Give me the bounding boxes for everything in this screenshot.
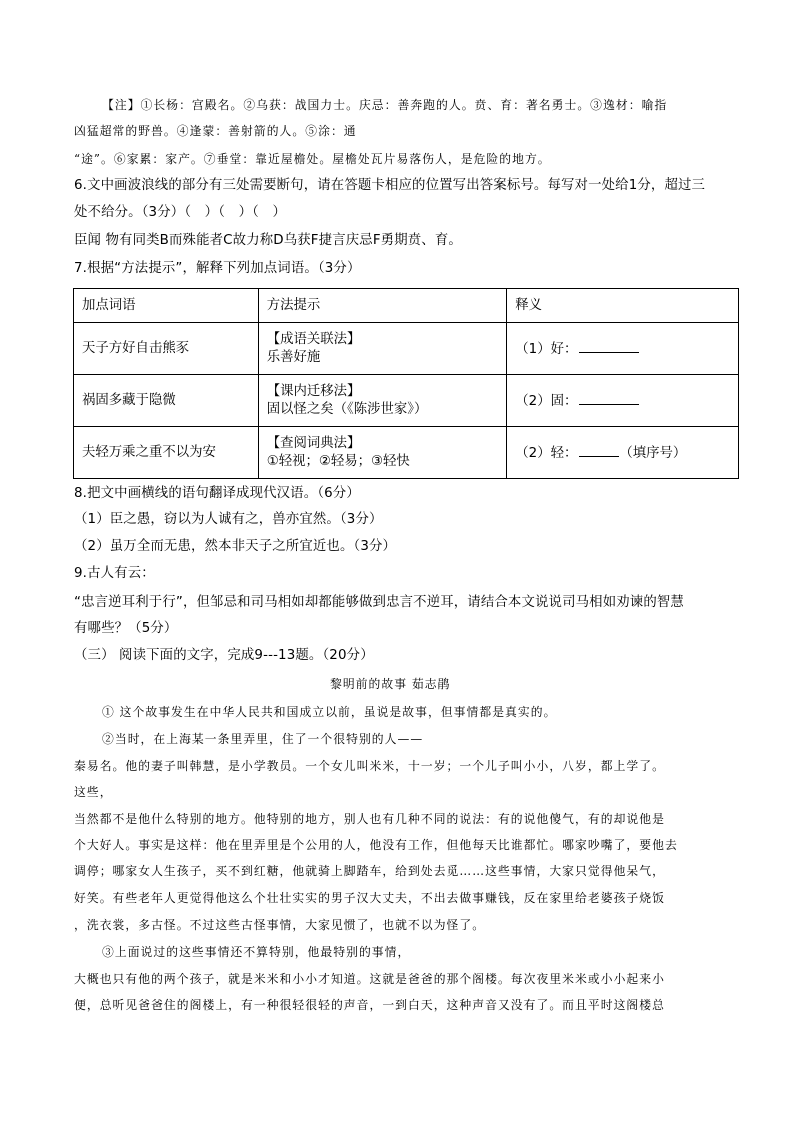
q7-method-title: 【查阅词典法】 <box>266 435 361 451</box>
q9-title: 9.古人有云： <box>74 566 155 581</box>
q7-method-title: 【成语关联法】 <box>266 331 361 347</box>
answer-blank[interactable] <box>579 443 619 457</box>
q7-method-text: ①轻视；②轻易；③轻快 <box>266 453 410 469</box>
notes-line-2: 凶猛超常的野兽。④逢蒙：善射箭的人。⑤涂：通 <box>74 124 357 138</box>
story-line: 当然都不是他什么特别的地方。他特别的地方，别人也有几种不同的说法：有的说他傻气，有的却说他是 <box>74 812 665 826</box>
q6-line-1: 6.文中画波浪线的部分有三处需要断句，请在答题卡相应的位置写出答案标号。每写对一处给1分，超过三 <box>74 178 706 193</box>
q9-line-1: “忠言逆耳利于行”，但邹忌和司马相如却都能够做到忠言不逆耳，请结合本文说说司马相如劝谏的智慧 <box>74 595 684 610</box>
q7-header-word: 加点词语 <box>74 289 259 323</box>
q7-row-word: 夫轻万乘之重不以为安 <box>74 427 259 479</box>
story-line: 好笑。有些老年人更觉得他这么个壮壮实实的男子汉大丈夫，不出去做事赚钱，反在家里给老婆孩子烧饭 <box>74 891 665 905</box>
q7-header-row <box>74 289 739 323</box>
q9-line-2: 有哪些？（5分） <box>74 621 178 636</box>
q6-line-3: 臣闻 物有同类B而殊能者C故力称D乌获F捷言庆忌F勇期贲、育。 <box>74 233 462 248</box>
q7-row-answer <box>507 375 739 427</box>
story-line: ① 这个故事发生在中华人民共和国成立以前，虽说是故事，但事情都是真实的。 <box>102 705 557 719</box>
q7-answer-suffix: （填序号） <box>619 445 687 461</box>
story-line: ②当时，在上海某一条里弄里，住了一个很特别的人—— <box>102 732 424 746</box>
q7-row-answer <box>507 427 739 479</box>
q7-method-text: 乐善好施 <box>266 349 321 365</box>
q7-row-word: 天子方好自击熊豕 <box>74 323 259 375</box>
q6-line-2: 处不给分。（3分）（ ）（ ）（ ） <box>74 205 287 220</box>
q7-table <box>73 288 739 479</box>
q8-item-2: （2）虽万全而无患，然本非天子之所宜近也。（3分） <box>74 539 397 554</box>
q7-header-method: 方法提示 <box>258 289 507 323</box>
story-title: 黎明前的故事 茹志鹃 <box>330 677 451 691</box>
q7-row-word: 祸固多藏于隐微 <box>74 375 259 427</box>
answer-blank[interactable] <box>579 339 639 353</box>
story-line: 便，总听见爸爸住的阁楼上，有一种很轻很轻的声音，一到白天，这种声音又没有了。而且平时这阁楼总 <box>74 998 665 1012</box>
q7-row-answer <box>507 323 739 375</box>
story-line: 大概也只有他的两个孩子，就是米米和小小才知道。这就是爸爸的那个阁楼。每次夜里米米或小小起来小 <box>74 972 665 986</box>
story-line: ③上面说过的这些事情还不算特别，他最特别的事情， <box>102 945 411 959</box>
q7-row <box>74 427 739 479</box>
q7-header-meaning: 释义 <box>507 289 739 323</box>
story-line: 秦易名。他的妻子叫韩慧，是小学教员。一个女儿叫米米，十一岁；一个儿子叫小小，八岁，都上学了。 <box>74 759 665 773</box>
q7-answer-label: （2）轻： <box>515 445 578 461</box>
section3-heading: （三） 阅读下面的文字，完成9---13题。（20分） <box>74 648 374 663</box>
q7-method-text: 固以怪之矣（《陈涉世家》） <box>266 401 428 417</box>
q7-answer-label: （1）好： <box>515 341 578 357</box>
q7-method-title: 【课内迁移法】 <box>266 383 361 399</box>
story-line: ，洗衣裳，多古怪。不过这些古怪事情，大家见惯了，也就不以为怪了。 <box>74 918 486 932</box>
q7-row-method <box>258 323 507 375</box>
notes-line-3: “途”。⑥家累：家产。⑦垂堂：靠近屋檐处。屋檐处瓦片易落伤人，是危险的地方。 <box>74 152 551 166</box>
story-line: 调停；哪家女人生孩子，买不到红糖，他就骑上脚踏车，给到处去觅……这些事情，大家只觉得他呆气， <box>74 864 665 878</box>
story-line: 这些， <box>74 785 113 799</box>
answer-blank[interactable] <box>579 391 639 405</box>
q7-row-method <box>258 427 507 479</box>
q8-item-1: （1）臣之愚，窃以为人诚有之，兽亦宜然。（3分） <box>74 512 383 527</box>
q7-row <box>74 323 739 375</box>
q7-row <box>74 375 739 427</box>
notes-line-1: 【注】①长杨：宫殿名。②乌获：战国力士。庆忌：善奔跑的人。贲、育：著名勇士。③逸材：喻指 <box>102 98 668 112</box>
story-line: 个大好人。事实是这样：他在里弄里是个公用的人，他没有工作，但他每天比谁都忙。哪家吵嘴了，要他去 <box>74 838 678 852</box>
q7-title: 7.根据“方法提示”，解释下列加点词语。（3分） <box>74 261 361 276</box>
q8-title: 8.把文中画横线的语句翻译成现代汉语。（6分） <box>74 486 360 501</box>
q7-row-method <box>258 375 507 427</box>
q7-answer-label: （2）固： <box>515 393 578 409</box>
